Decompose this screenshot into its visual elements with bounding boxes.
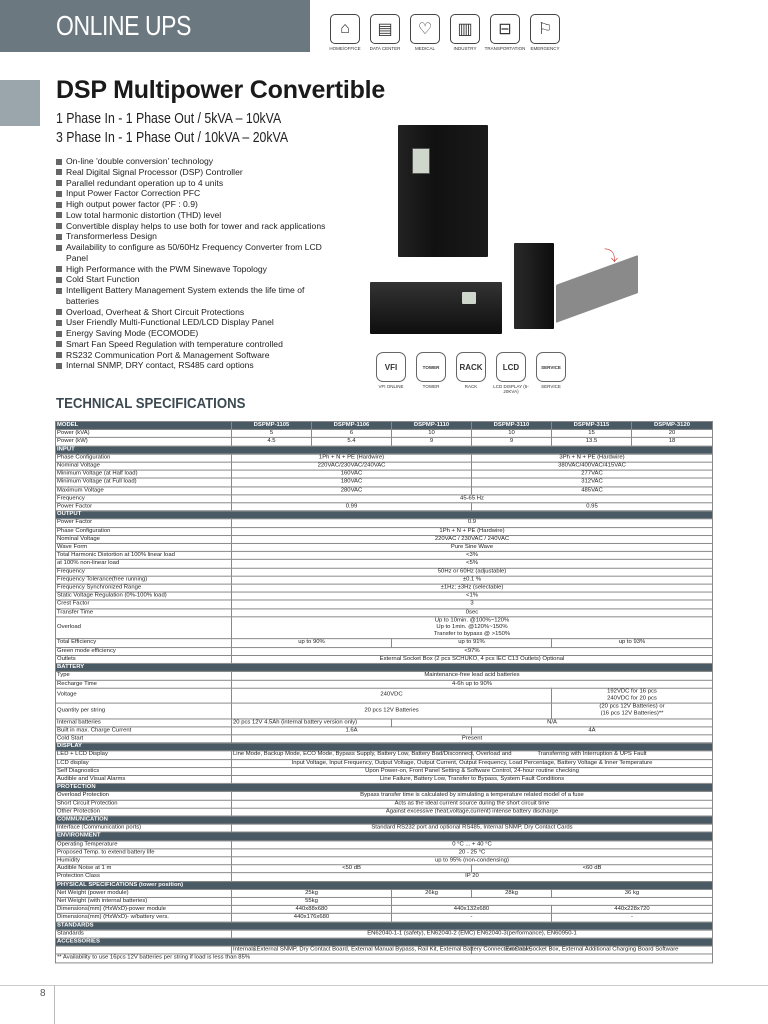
spec-cell: 26kg bbox=[392, 889, 472, 897]
spec-cell: 0.95 bbox=[472, 503, 713, 511]
table-row bbox=[56, 938, 713, 946]
table-row bbox=[56, 478, 713, 486]
table-row bbox=[56, 759, 713, 767]
feature-item: RS232 Communication Port & Management Software bbox=[56, 350, 326, 361]
table-row bbox=[56, 857, 713, 865]
category-label: DATA CENTER bbox=[369, 46, 401, 51]
spec-table bbox=[55, 421, 713, 963]
spec-cell: Built in max. Charge Current bbox=[56, 727, 232, 735]
spec-cell: up to 95% (non-condensing) bbox=[232, 857, 713, 865]
spec-cell: 0.9 bbox=[232, 519, 713, 527]
spec-cell: Line Mode, Backup Mode, ECO Mode, Bypass Supply, Battery Low, Battery Bad/Disconnect, Overload and bbox=[233, 751, 512, 758]
spec-cell: 4-6h up to 90% bbox=[232, 680, 713, 688]
spec-cell: 220VAC/230VAC/240VAC bbox=[232, 462, 472, 470]
spec-cell: Acts as the ideal current source during the short circuit time bbox=[232, 800, 713, 808]
spec-cell: Present bbox=[232, 735, 713, 743]
spec-cell: 1Ph + N + PE (Hardwire) bbox=[232, 527, 713, 535]
spec-cell: - bbox=[552, 914, 713, 922]
spec-cell: 6 bbox=[312, 430, 392, 438]
spec-cell: Power Factor bbox=[56, 519, 232, 527]
spec-cell: ENVIRONMENT bbox=[56, 832, 713, 840]
table-row bbox=[56, 897, 713, 905]
spec-cell: Humidity bbox=[56, 857, 232, 865]
spec-cell: Total Harmonic Distortion at 100% linear load bbox=[56, 552, 232, 560]
tech-spec-title: TECHNICAL SPECIFICATIONS bbox=[56, 395, 246, 412]
table-row bbox=[56, 881, 713, 889]
badge-vfi-icon: VFI bbox=[376, 352, 406, 382]
table-row bbox=[56, 609, 713, 617]
spec-cell: 440x132x680 bbox=[392, 906, 552, 914]
spec-cell: 55kg bbox=[232, 897, 392, 905]
spec-cell: OUTPUT bbox=[56, 511, 713, 519]
table-row bbox=[56, 873, 713, 881]
spec-cell: Other Protection bbox=[56, 808, 232, 816]
transportation-icon: ⊟ bbox=[490, 14, 520, 44]
spec-cell: - bbox=[392, 914, 552, 922]
spec-cell: 10 bbox=[472, 430, 552, 438]
spec-cell: Nominal Voltage bbox=[56, 535, 232, 543]
spec-cell: Transfer Time bbox=[56, 609, 232, 617]
feature-item: Intelligent Battery Management System extends the life time of batteries bbox=[56, 285, 326, 307]
spec-cell: 0sec bbox=[232, 609, 713, 617]
spec-cell: LCD display bbox=[56, 759, 232, 767]
spec-cell: Power (kVA) bbox=[56, 430, 232, 438]
spec-cell bbox=[232, 617, 713, 639]
badge-label: SERVICE bbox=[541, 384, 561, 389]
spec-cell: N/A bbox=[392, 718, 713, 726]
spec-cell: DSPMP-3110 bbox=[472, 421, 552, 429]
spec-cell: Interface (Communication ports) bbox=[56, 824, 232, 832]
table-row bbox=[56, 688, 713, 703]
spec-cell: Pure Sine Wave bbox=[232, 544, 713, 552]
feature-list bbox=[56, 156, 326, 371]
spec-cell: 10 bbox=[392, 430, 472, 438]
spec-cell: 1.6A bbox=[232, 727, 472, 735]
spec-cell: Short Circuit Protection bbox=[56, 800, 232, 808]
spec-cell: <60 dB bbox=[472, 865, 713, 873]
spec-cell: Cold Start bbox=[56, 735, 232, 743]
spec-cell: Maximum Voltage bbox=[56, 487, 232, 495]
spec-cell: 20 bbox=[632, 430, 713, 438]
table-row bbox=[56, 735, 713, 743]
spec-cell: Frequency Synchronized Range bbox=[56, 584, 232, 592]
badge-rack-icon: RACK bbox=[456, 352, 486, 382]
spec-cell: DSPMP-1105 bbox=[232, 421, 312, 429]
spec-cell: Overload Protection bbox=[56, 792, 232, 800]
spec-cell: Against excessive (heat,voltage,current) intense battery discharge bbox=[232, 808, 713, 816]
table-row bbox=[56, 680, 713, 688]
header-band bbox=[0, 0, 310, 52]
spec-cell: Phase Configuration bbox=[56, 527, 232, 535]
spec-cell: Operating Temperature bbox=[56, 840, 232, 848]
spec-cell bbox=[392, 897, 713, 905]
spec-cell: 15 bbox=[552, 430, 632, 438]
table-row bbox=[56, 544, 713, 552]
table-row bbox=[56, 527, 713, 535]
spec-cell: Power Factor bbox=[56, 503, 232, 511]
feature-item: Overload, Overheat & Short Circuit Protections bbox=[56, 307, 326, 318]
table-row bbox=[56, 430, 713, 438]
table-row bbox=[56, 914, 713, 922]
table-row bbox=[56, 946, 713, 954]
subtitle-2: 3 Phase In - 1 Phase Out / 10kVA – 20kVA bbox=[56, 129, 289, 146]
spec-cell: 3Ph + N + PE (Hardwire) bbox=[472, 454, 713, 462]
table-row bbox=[56, 438, 713, 446]
spec-cell: 220VAC / 230VAC / 240VAC bbox=[232, 535, 713, 543]
medical-icon: ♡ bbox=[410, 14, 440, 44]
table-row bbox=[56, 535, 713, 543]
spec-cell: DSPMP-1110 bbox=[392, 421, 472, 429]
feature-item: Internal SNMP, DRY contact, RS485 card options bbox=[56, 360, 326, 371]
spec-cell: PROTECTION bbox=[56, 784, 713, 792]
spec-cell: 277VAC bbox=[472, 470, 713, 478]
home-icon: ⌂ bbox=[330, 14, 360, 44]
spec-cell: 20 - 25 °C bbox=[232, 849, 713, 857]
cell-line: Transfer to bypass @ >150% bbox=[433, 631, 511, 638]
table-row bbox=[56, 639, 713, 647]
spec-cell: DSPMP-1106 bbox=[312, 421, 392, 429]
table-row bbox=[56, 655, 713, 663]
table-row bbox=[56, 751, 713, 759]
feature-item: User Friendly Multi-Functional LED/LCD Display Panel bbox=[56, 317, 326, 328]
spec-cell: IP 20 bbox=[232, 873, 713, 881]
table-row bbox=[56, 784, 713, 792]
side-tab bbox=[0, 80, 40, 126]
spec-cell: Proposed Temp. to extend battery life bbox=[56, 849, 232, 857]
table-row bbox=[56, 511, 713, 519]
spec-cell: EN62040-1-1 (safety), EN62040-2 (EMC) EN62040-3(performance), EN60950-1 bbox=[232, 930, 713, 938]
spec-cell: 440x88x680 bbox=[232, 906, 392, 914]
spec-cell: 160VAC bbox=[232, 470, 472, 478]
spec-cell: Standards bbox=[56, 930, 232, 938]
spec-cell: 5.4 bbox=[312, 438, 392, 446]
spec-cell: 4A bbox=[472, 727, 713, 735]
band-title: ONLINE UPS bbox=[56, 10, 191, 41]
spec-cell: <5% bbox=[232, 560, 713, 568]
spec-cell: 485VAC bbox=[472, 487, 713, 495]
spec-cell: Frequency bbox=[56, 495, 232, 503]
table-row bbox=[56, 767, 713, 775]
spec-cell: Dimensions(mm) (HxWxD)- w/battery vers. bbox=[56, 914, 232, 922]
spec-cell: Recharge Time bbox=[56, 680, 232, 688]
category-label: EMERGENCY bbox=[530, 46, 560, 51]
badge-label: LCD DISPLAY (5-20KVA) bbox=[493, 384, 529, 394]
spec-cell: Quantity per string bbox=[56, 703, 232, 718]
feature-item: Availability to configure as 50/60Hz Frequency Converter from LCD Panel bbox=[56, 242, 326, 264]
spec-cell: DISPLAY bbox=[56, 743, 713, 751]
spec-cell: up to 91% bbox=[392, 639, 552, 647]
spec-cell: Net Weight (with internal batteries) bbox=[56, 897, 232, 905]
table-row bbox=[56, 792, 713, 800]
spec-cell: <1% bbox=[232, 592, 713, 600]
spec-cell bbox=[552, 688, 713, 703]
spec-cell: BATTERY bbox=[56, 664, 713, 672]
feature-item: Cold Start Function bbox=[56, 274, 326, 285]
footer-rule bbox=[0, 985, 768, 986]
spec-cell: 20 pcs 12V 4.5Ah (internal battery version only) bbox=[232, 718, 392, 726]
spec-cell: MODEL bbox=[56, 421, 232, 429]
spec-cell: Upon Power-on, Front Panel Setting & Software Control, 24-hour routine checking bbox=[232, 767, 713, 775]
table-row bbox=[56, 840, 713, 848]
spec-cell: up to 93% bbox=[552, 639, 713, 647]
spec-cell: Audible Noise at 1 m bbox=[56, 865, 232, 873]
table-row bbox=[56, 600, 713, 608]
page-number: 8 bbox=[40, 988, 46, 999]
spec-cell: 4.5 bbox=[232, 438, 312, 446]
spec-cell: STANDARDS bbox=[56, 922, 713, 930]
spec-cell: Outlets bbox=[56, 655, 232, 663]
spec-cell: INPUT bbox=[56, 446, 713, 454]
spec-cell: Frequency Tolerance(free running) bbox=[56, 576, 232, 584]
cell-line: Up to 1min. @120%~150% bbox=[436, 624, 508, 631]
spec-cell: 380VAC/400VAC/415VAC bbox=[472, 462, 713, 470]
spec-cell: 312VAC bbox=[472, 478, 713, 486]
cell-line: 240VDC for 20 pcs bbox=[607, 695, 657, 702]
spec-cell: Power (kW) bbox=[56, 438, 232, 446]
spec-cell: 25kg bbox=[232, 889, 392, 897]
spec-cell: LED + LCD Display bbox=[56, 751, 232, 759]
spec-cell: Audible and Visual Alarms bbox=[56, 775, 232, 783]
table-row bbox=[56, 664, 713, 672]
subtitle-1: 1 Phase In - 1 Phase Out / 5kVA – 10kVA bbox=[56, 110, 282, 127]
spec-cell: 0.99 bbox=[232, 503, 472, 511]
spec-cell: 9 bbox=[472, 438, 552, 446]
spec-cell: 3 bbox=[232, 600, 713, 608]
table-row bbox=[56, 462, 713, 470]
spec-cell: External Socket Box, External Additional Charging Board Software bbox=[472, 946, 713, 954]
category-label: MEDICAL bbox=[414, 46, 435, 51]
table-row bbox=[56, 889, 713, 897]
spec-cell: Nominal Voltage bbox=[56, 462, 232, 470]
spec-cell: Phase Configuration bbox=[56, 454, 232, 462]
table-row bbox=[56, 647, 713, 655]
cell-line: 192VDC for 16 pcs bbox=[607, 688, 657, 695]
rotate-arrow-icon: ⤵ bbox=[604, 248, 618, 264]
table-row bbox=[56, 954, 713, 962]
page-title: DSP Multipower Convertible bbox=[56, 76, 386, 104]
spec-cell: Minimum Voltage (at Half load) bbox=[56, 470, 232, 478]
table-row bbox=[56, 495, 713, 503]
cell-line: (16 pcs 12V Batteries)** bbox=[600, 710, 664, 717]
spec-cell: 240VDC bbox=[232, 688, 552, 703]
spec-cell: Protection Class bbox=[56, 873, 232, 881]
feature-item: Low total harmonic distortion (THD) level bbox=[56, 210, 326, 221]
spec-cell: Standard RS232 port and optional RS485, Internal SNMP, Dry Contact Cards bbox=[232, 824, 713, 832]
spec-cell: 440x228x720 bbox=[552, 906, 713, 914]
table-row bbox=[56, 906, 713, 914]
table-row bbox=[56, 808, 713, 816]
feature-item: Smart Fan Speed Regulation with temperature controlled bbox=[56, 339, 326, 350]
industry-icon: ▥ bbox=[450, 14, 480, 44]
table-row bbox=[56, 727, 713, 735]
badge-label: RACK bbox=[464, 384, 478, 389]
spec-cell: Total Efficiency bbox=[56, 639, 232, 647]
table-row bbox=[56, 584, 713, 592]
table-row bbox=[56, 865, 713, 873]
spec-cell: Frequency bbox=[56, 568, 232, 576]
spec-cell: Type bbox=[56, 672, 232, 680]
cell-line: (20 pcs 12V Batteries) or bbox=[599, 703, 665, 710]
badge-lcd-icon: LCD bbox=[496, 352, 526, 382]
spec-cell: Bypass transfer time is calculated by simulating a temperature related model of a fuse bbox=[232, 792, 713, 800]
spec-cell: 280VAC bbox=[232, 487, 472, 495]
category-label: TRANSPORTATION bbox=[484, 46, 526, 51]
spec-cell: Line Failure, Battery Low, Transfer to Bypass, System Fault Conditions bbox=[232, 775, 713, 783]
table-row bbox=[56, 816, 713, 824]
spec-cell: Overload bbox=[56, 617, 232, 639]
spec-cell: 13.5 bbox=[552, 438, 632, 446]
table-row bbox=[56, 922, 713, 930]
table-row bbox=[56, 568, 713, 576]
table-row bbox=[56, 454, 713, 462]
table-row bbox=[56, 824, 713, 832]
feature-item: Real Digital Signal Processor (DSP) Controller bbox=[56, 167, 326, 178]
spec-cell: 440x176x680 bbox=[232, 914, 392, 922]
spec-cell: ** Availability to use 16pcs 12V batteries per string if load is less than 85% bbox=[56, 954, 713, 962]
spec-cell: 180VAC bbox=[232, 478, 472, 486]
data-center-icon: ▤ bbox=[370, 14, 400, 44]
spec-cell: Net Weight (power module) bbox=[56, 889, 232, 897]
spec-cell: 28kg bbox=[472, 889, 552, 897]
spec-cell: Self Diagnostics bbox=[56, 767, 232, 775]
spec-cell: at 100% non-linear load bbox=[56, 560, 232, 568]
feature-item: Parallel redundant operation up to 4 units bbox=[56, 178, 326, 189]
badge-tower-icon: TOWER bbox=[416, 352, 446, 382]
spec-cell: Minimum Voltage (at Full load) bbox=[56, 478, 232, 486]
table-row bbox=[56, 703, 713, 718]
spec-cell: Green mode efficiency bbox=[56, 647, 232, 655]
spec-cell: External Socket Box (2 pcs SCHUKO, 4 pcs IEC C13 Outlets) Optional bbox=[232, 655, 713, 663]
cell-line: Up to 10min. @100%~120% bbox=[434, 617, 510, 624]
spec-cell: DSPMP-3115 bbox=[552, 421, 632, 429]
spec-cell: Input Voltage, Input Frequency, Output Voltage, Output Current, Output Frequency, Load Percentage, Battery Voltage & Inner Temperature bbox=[232, 759, 713, 767]
table-row bbox=[56, 832, 713, 840]
table-row bbox=[56, 576, 713, 584]
badge-service-icon: SERVICE bbox=[536, 352, 566, 382]
spec-cell: Static Voltage Regulation (0%-100% load) bbox=[56, 592, 232, 600]
spec-cell: 5 bbox=[232, 430, 312, 438]
spec-cell: Voltage bbox=[56, 688, 232, 703]
feature-item: High output power factor (PF : 0.9) bbox=[56, 199, 326, 210]
category-label: INDUSTRY bbox=[453, 46, 477, 51]
spec-cell: 9 bbox=[392, 438, 472, 446]
badge-label: VFI ONLINE bbox=[378, 384, 404, 389]
spec-cell: ±1Hz; ±3Hz (selectable) bbox=[232, 584, 713, 592]
table-row bbox=[56, 519, 713, 527]
spec-cell: COMMUNICATION bbox=[56, 816, 713, 824]
table-row bbox=[56, 560, 713, 568]
table-row bbox=[56, 849, 713, 857]
spec-cell: Internal batteries bbox=[56, 718, 232, 726]
table-row bbox=[56, 800, 713, 808]
spec-cell: Transferring with Interruption & UPS Fault bbox=[472, 751, 713, 759]
spec-cell: PHYSICAL SPECIFICATIONS (tower position) bbox=[56, 881, 713, 889]
table-row bbox=[56, 592, 713, 600]
table-row bbox=[56, 930, 713, 938]
table-header-row bbox=[56, 421, 713, 429]
spec-cell: <97% bbox=[232, 647, 713, 655]
table-row bbox=[56, 446, 713, 454]
spec-cell: 20 pcs 12V Batteries bbox=[232, 703, 552, 718]
spec-cell: DSPMP-3120 bbox=[632, 421, 713, 429]
spec-cell: <3% bbox=[232, 552, 713, 560]
spec-cell: <50 dB bbox=[232, 865, 472, 873]
spec-cell: 0 °C ... + 40 °C bbox=[232, 840, 713, 848]
emergency-icon: ⚐ bbox=[530, 14, 560, 44]
spec-cell bbox=[552, 703, 713, 718]
category-label: HOME/OFFICE bbox=[329, 46, 361, 51]
table-row bbox=[56, 617, 713, 639]
spec-cell: 36 kg bbox=[552, 889, 713, 897]
spec-cell: Dimensions(mm) (HxWxD)-power module bbox=[56, 906, 232, 914]
feature-item: Input Power Factor Correction PFC bbox=[56, 188, 326, 199]
spec-cell: Maintenance-free lead acid batteries bbox=[232, 672, 713, 680]
table-row bbox=[56, 743, 713, 751]
feature-item: High Performance with the PWM Sinewave Topology bbox=[56, 264, 326, 275]
table-row bbox=[56, 552, 713, 560]
footer-divider bbox=[54, 985, 55, 1024]
spec-cell: Crest Factor bbox=[56, 600, 232, 608]
table-row bbox=[56, 672, 713, 680]
spec-cell: 45-65 Hz bbox=[232, 495, 713, 503]
spec-cell: ACCESSORIES bbox=[56, 938, 713, 946]
spec-cell: up to 90% bbox=[232, 639, 392, 647]
spec-cell: ±0.1 % bbox=[232, 576, 713, 584]
spec-cell: Wave Form bbox=[56, 544, 232, 552]
feature-item: Convertible display helps to use both for tower and rack applications bbox=[56, 221, 326, 232]
table-row bbox=[56, 470, 713, 478]
feature-item: Energy Saving Mode (ECOMODE) bbox=[56, 328, 326, 339]
table-row bbox=[56, 503, 713, 511]
spec-cell: 18 bbox=[632, 438, 713, 446]
spec-cell: 1Ph + N + PE (Hardwire) bbox=[232, 454, 472, 462]
feature-item: Transformerless Design bbox=[56, 231, 326, 242]
spec-cell: Internal&External SNMP, Dry Contact Board, External Manual Bypass, Rail Kit, External Battery Connection Cable, bbox=[233, 946, 532, 953]
table-row bbox=[56, 487, 713, 495]
badge-label: TOWER bbox=[422, 384, 440, 389]
spec-cell: 50Hz or 60Hz (adjustable) bbox=[232, 568, 713, 576]
spec-cell bbox=[56, 946, 232, 954]
feature-item: On-line 'double conversion' technology bbox=[56, 156, 326, 167]
table-row bbox=[56, 775, 713, 783]
table-row bbox=[56, 718, 713, 726]
